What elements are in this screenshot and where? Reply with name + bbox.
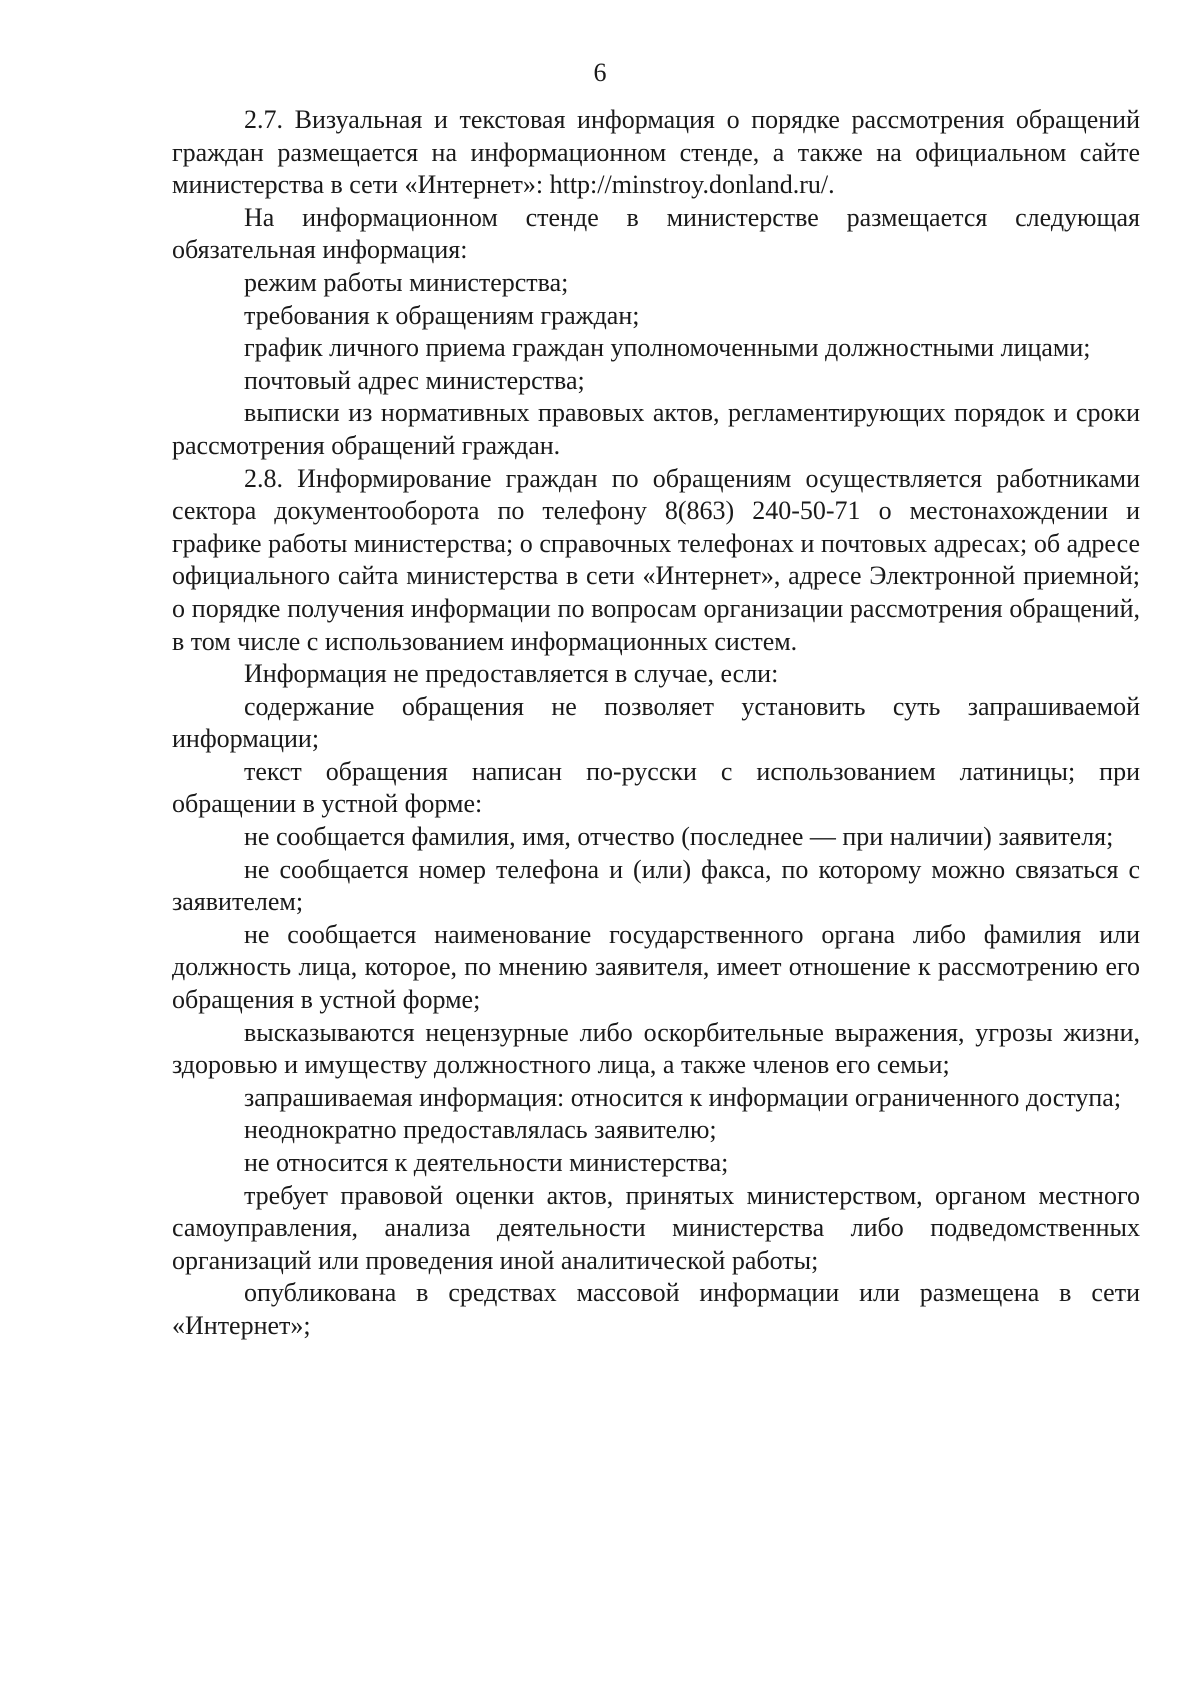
paragraph-2-8: 2.8. Информирование граждан по обращениям осуществляется работниками сектора документооборота по телефону 8(863) 240-50-71 о местонахождении и графике работы министерства; о справочных телефонах и почтовых адресах; об адресе официального сайта министерства в сети «Интернет», адресе Электронной приемной; о порядке получения информации по вопросам организации рассмотрения обращений, в том числе с использованием информационных систем. bbox=[172, 463, 1140, 656]
list-item-restricted: запрашиваемая информация: относится к информации ограниченного доступа; bbox=[244, 1082, 1122, 1112]
list-item-content: содержание обращения не позволяет установить суть запрашиваемой информации; bbox=[172, 691, 1140, 754]
page-number: 6 bbox=[593, 58, 607, 87]
list-item-offensive: высказываются нецензурные либо оскорбительные выражения, угрозы жизни, здоровью и имуществу должностного лица, а также членов его семьи; bbox=[172, 1017, 1140, 1080]
paragraph-not-provided: Информация не предоставляется в случае, если: bbox=[244, 659, 779, 689]
list-item-postal-address: почтовый адрес министерства; bbox=[244, 365, 585, 395]
list-item-not-related: не относится к деятельности министерства; bbox=[244, 1148, 729, 1177]
list-item-repeated: неоднократно предоставлялась заявителю; bbox=[244, 1115, 717, 1145]
document-body bbox=[172, 104, 1140, 1343]
paragraph-2-7: 2.7. Визуальная и текстовая информация о порядке рассмотрения обращений граждан размещается на информационном стенде, а также на официальном сайте министерства в сети «Интернет»: http://minstroy.donland.ru/. bbox=[172, 105, 1140, 200]
list-item-no-organ: не сообщается наименование государственного органа либо фамилия или должность лица, которое, по мнению заявителя, имеет отношение к рассмотрению его обращения в устной форме; bbox=[172, 919, 1140, 1015]
list-item-published: опубликована в средствах массовой информации или размещена в сети «Интернет»; bbox=[172, 1278, 1140, 1340]
list-item-latin: текст обращения написан по-русски с использованием латиницы; при обращении в устной форме: bbox=[172, 756, 1140, 819]
list-item-no-name: не сообщается фамилия, имя, отчество (последнее — при наличии) заявителя; bbox=[244, 822, 1114, 852]
list-item-reception-schedule: график личного приема граждан уполномоченными должностными лицами; bbox=[244, 333, 1091, 363]
list-item-legal-assessment: требует правовой оценки актов, принятых министерством, органом местного самоуправления, анализа деятельности министерства либо подведомственных организаций или проведения иной аналитической работы; bbox=[172, 1180, 1140, 1275]
list-item-legal-extracts: выписки из нормативных правовых актов, регламентирующих порядок и сроки рассмотрения обращений граждан. bbox=[172, 398, 1140, 460]
list-item-requirements: требования к обращениям граждан; bbox=[244, 300, 640, 330]
paragraph-stand-info: На информационном стенде в министерстве размещается следующая обязательная информация: bbox=[172, 202, 1140, 265]
list-item-no-phone: не сообщается номер телефона и (или) факса, по которому можно связаться с заявителем; bbox=[172, 854, 1140, 917]
list-item-work-schedule: режим работы министерства; bbox=[244, 267, 569, 297]
